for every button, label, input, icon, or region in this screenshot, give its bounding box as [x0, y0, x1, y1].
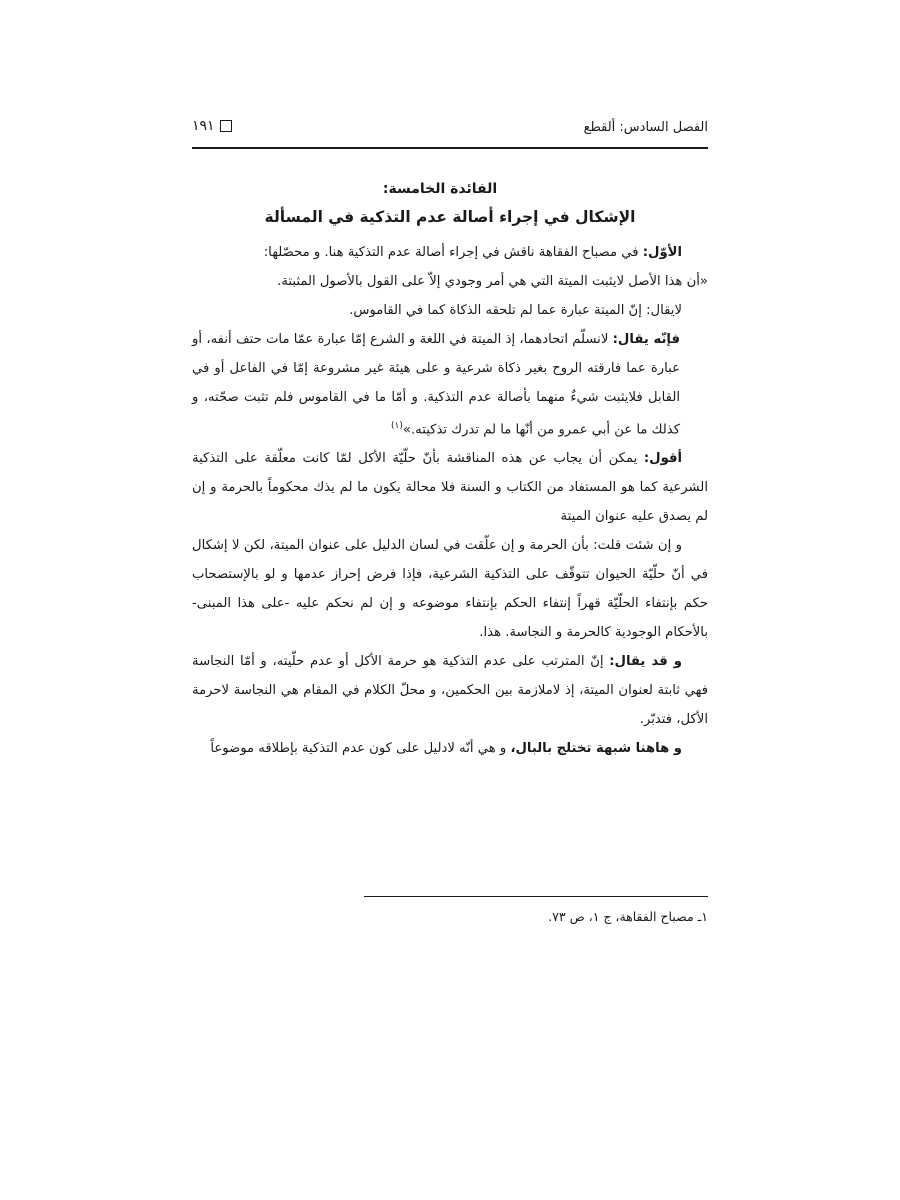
page-number-block [192, 118, 232, 134]
footnote-ref[interactable]: (١) [391, 421, 403, 431]
main-text [192, 176, 708, 763]
paragraph-6: و إن شئت قلت: بأن الحرمة و إن علّقت في لسان الدليل على عنوان الميتة، لكن لا إشكال في أنّ حلّيّة الحيوان تتوقّف على التذكية الشرعية، فإذا فرض إحراز عدمها و لو بالإستصحاب حكم بإنتفاء الحلّيّة قهراً إنتفاء الحكم بإنتفاء موضوعه و إن لم نحكم عليه -على هذا المبنى- بالأحكام الوجودية كالحرمة و النجاسة. هذا. [192, 538, 708, 641]
paragraph-5-text: يمكن أن يجاب عن هذه المناقشة بأنّ حلّيّة الأكل لمّا كانت معلّقة على التذكية الشرعية كما هو المستفاد من الكتاب و السنة فلا محالة يكون ما لم يذك محكوماً بالحرمة و إن لم يصدق عليه عنوان الميتة [192, 451, 708, 525]
page-number: ١٩١ [192, 118, 215, 134]
section-subtitle: الفائدة الخامسة: [382, 181, 498, 197]
paragraph-7-label: و قد يقال: [609, 654, 683, 670]
paragraph-1-text: في مصباح الفقاهة ناقش في إجراء أصالة عدم التذكية هنا. و محصّلها: [263, 245, 643, 260]
square-ornament-icon [220, 120, 232, 132]
paragraph-8-label: و هاهنا شبهة تختلج بالبال، [510, 741, 682, 757]
paragraph-8-text: و هي أنّه لادليل على كون عدم التذكية بإطلاقه موضوعاً [210, 741, 511, 757]
paragraph-4-text: لانسلّم اتحادهما، إذ الميتة في اللغة و الشرع إمّا عبارة عمّا مات حتف أنفه، أو عبارة عما فارقته الروح بغير ذكاة شرعية و على هيئة غير مشروعة إمّا في الفاعل أو في القابل فلايثبت شيءٌ منهما بأصالة عدم التذكية. و أمّا ما في القاموس فلم تثبت صحّته، و كذلك ما عن أبي عمرو من أنّها ما لم تدرك تذكيته.» [192, 332, 680, 438]
paragraph-5 [192, 444, 708, 531]
paragraph-7 [192, 647, 708, 734]
paragraph-3: لايقال: إنّ الميتة عبارة عما لم تلحقه الذكاة كما في القاموس. [349, 303, 682, 318]
header-rule [192, 147, 708, 149]
paragraph-8 [192, 734, 708, 763]
paragraph-5-label: أقول: [643, 451, 682, 467]
paragraph-4 [192, 325, 708, 444]
paragraph-7-text: إنّ المترتب على عدم التذكية هو حرمة الأكل أو عدم حلّيته، و أمّا النجاسة فهي ثابتة لعنوان الميتة، إذ لاملازمة بين الحكمين، و محلّ الكلام في المقام هي النجاسة لاحرمة الأكل، فتدبّر. [192, 654, 708, 728]
footnote-rule [364, 896, 708, 897]
paragraph-4-label: فإنّه يقال: [612, 332, 680, 347]
paragraph-1-label: الأوّل: [642, 245, 682, 260]
running-header [192, 114, 708, 144]
paragraph-1 [192, 238, 708, 267]
footnote: ١ـ مصباح الفقاهة، ج ١، ص ٧٣. [548, 909, 708, 924]
section-title: الإشكال في إجراء أصالة عدم التذكية في المسألة [264, 208, 636, 226]
paragraph-2: «أن هذا الأصل لايثبت الميتة التي هي أمر وجودي إلاّ على القول بالأصول المثبتة. [277, 274, 708, 289]
chapter-title: الفصل السادس: ألقطع [583, 120, 708, 135]
